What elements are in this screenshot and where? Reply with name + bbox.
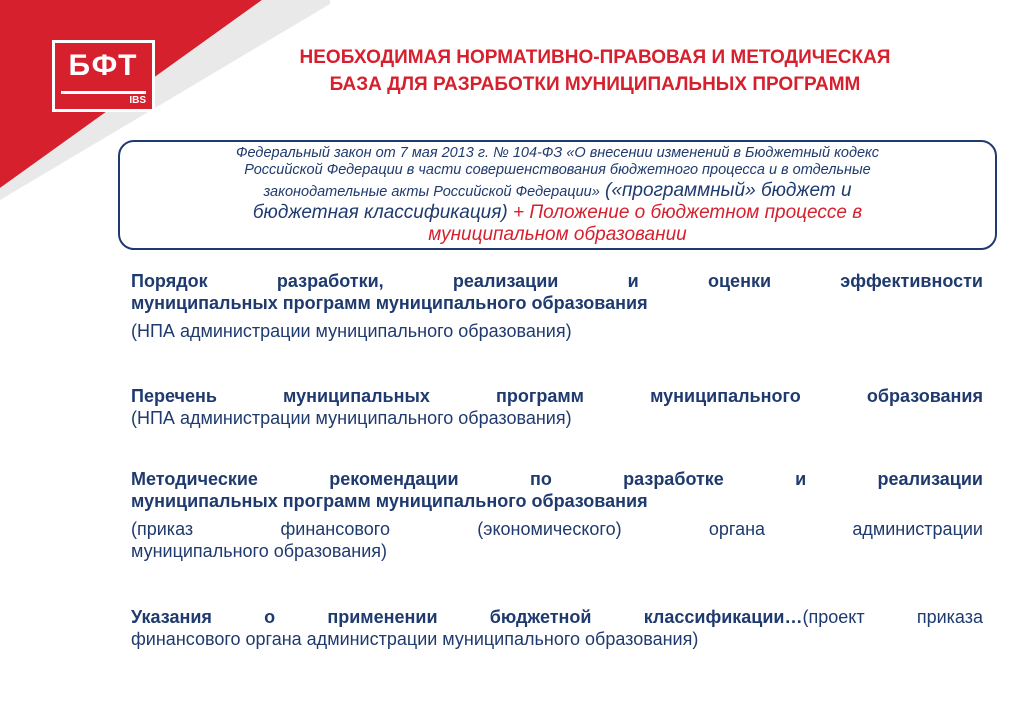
item-4-bold: Указания о применении бюджетной классификации… xyxy=(131,607,803,627)
title-line-1: НЕОБХОДИМАЯ НОРМАТИВНО-ПРАВОВАЯ И МЕТОДИЧЕСКАЯ xyxy=(299,47,891,68)
logo-underline xyxy=(61,91,146,94)
logo-subtext: IBS xyxy=(126,95,146,106)
item-3-bold-line-1: Методические рекомендации по разработке и реализации xyxy=(131,469,983,489)
item-3-note-line-2: муниципального образования) xyxy=(131,541,388,561)
law-line-3a: законодательные акты Российской Федерации» xyxy=(263,184,600,200)
law-line-4a: бюджетная классификация) xyxy=(252,202,508,223)
item-3-note-line-1: (приказ финансового (экономического) органа администрации xyxy=(131,519,983,539)
title-line-2: БАЗА ДЛЯ РАЗРАБОТКИ МУНИЦИПАЛЬНЫХ ПРОГРАММ xyxy=(329,74,861,95)
law-line-3 xyxy=(160,180,955,202)
law-line-5: муниципальном образовании xyxy=(428,224,687,245)
law-line-3b: («программный» бюджет и xyxy=(599,180,852,201)
list-item-list xyxy=(131,385,983,429)
item-2-bold-line-1: Перечень муниципальных программ муниципального образования xyxy=(131,386,983,406)
item-1-bold-line-2: муниципальных программ муниципального образования xyxy=(131,293,648,313)
federal-law-box xyxy=(118,140,997,250)
logo-text: БФТ xyxy=(68,49,139,82)
law-line-2: Российской Федерации в части совершенствования бюджетного процесса и в отдельные xyxy=(244,162,871,178)
page-title xyxy=(210,44,980,98)
law-line-1: Федеральный закон от 7 мая 2013 г. № 104-ФЗ «О внесении изменений в Бюджетный кодекс xyxy=(236,145,879,161)
item-1-note: (НПА администрации муниципального образования) xyxy=(131,321,572,341)
item-1-bold-line-1: Порядок разработки, реализации и оценки эффективности xyxy=(131,271,983,291)
list-item-order xyxy=(131,270,983,342)
law-line-4b: + Положение о бюджетном процессе в xyxy=(507,202,863,223)
item-4-line-1 xyxy=(131,606,983,628)
list-item-instructions xyxy=(131,606,983,650)
item-4-note-start: (проект приказа xyxy=(802,607,983,627)
list-item-recommendations xyxy=(131,468,983,562)
bft-logo xyxy=(52,40,155,112)
law-line-4 xyxy=(160,202,955,224)
item-4-note-end: финансового органа администрации муниципального образования) xyxy=(131,629,699,649)
item-3-bold-line-2: муниципальных программ муниципального образования xyxy=(131,491,648,511)
item-2-note: (НПА администрации муниципального образования) xyxy=(131,408,572,428)
